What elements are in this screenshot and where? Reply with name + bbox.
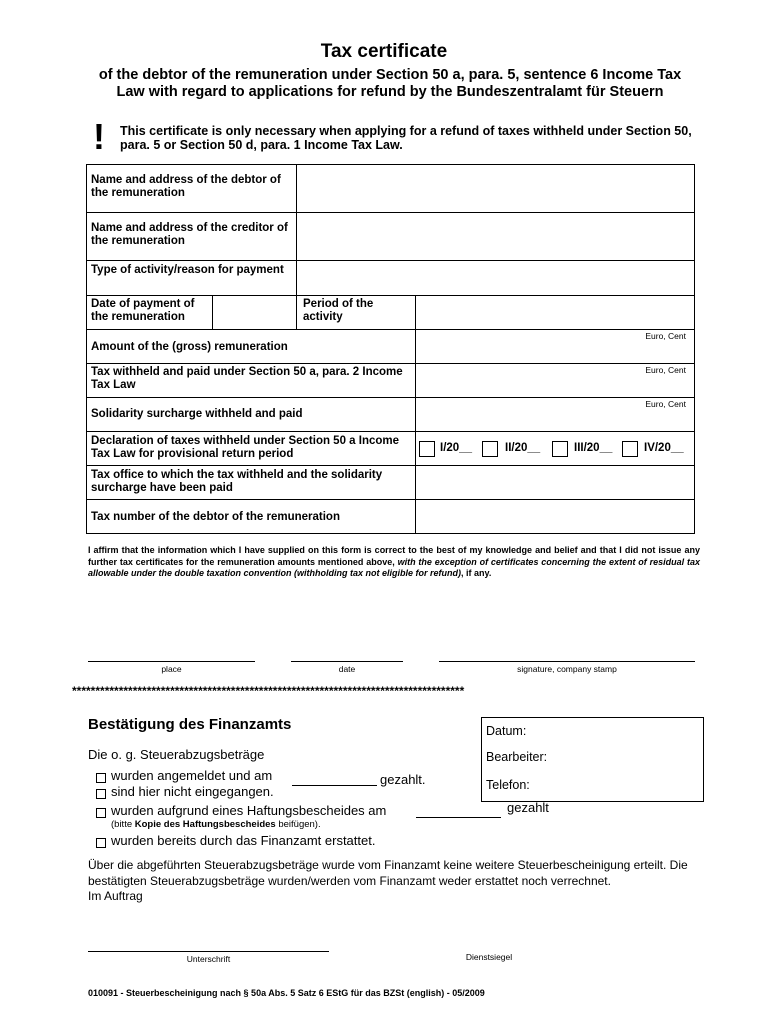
debtor-input[interactable] [296,164,695,213]
notice-text: This certificate is only necessary when applying for a refund of taxes withheld under Section 50, para. 5 or Section 50 d, para. 1 Income Tax Law. [120,124,692,152]
quarter-1-checkbox[interactable] [419,441,435,457]
office-heading: Bestätigung des Finanzamts [88,716,292,733]
label-cell-solidarity [86,397,416,432]
office-info-box [481,717,704,802]
option-3-tail: gezahlt [507,800,549,815]
office-paragraph: Über die abgeführten Steuerabzugsbeträge wurde vom Finanzamt keine weitere Steuerbescheinigung erteilt. Die bestätigten Steuerabzugsbeträge wurden/werden vom Finanzamt weder erstattet noch verrechnet. [88,858,688,888]
option-4-checkbox[interactable] [96,838,106,848]
separator: ************************************************************************************ [72,684,465,698]
debtor-label: Name and address of the debtor of the remuneration [91,174,281,199]
solidarity-label: Solidarity surcharge withheld and paid [91,408,303,420]
euro-cent-unit: Euro, Cent [645,331,686,341]
label-cell-tax-office [86,465,416,500]
signature-label: signature, company stamp [517,664,617,674]
tax-office-input[interactable] [415,465,695,500]
label-cell-declaration [86,431,416,466]
quarter-4-label: IV/20__ [644,442,684,454]
telefon-label: Telefon: [486,778,530,792]
label-cell-period [296,295,416,330]
affirmation-text [88,545,700,580]
option-1-date-line[interactable] [292,785,377,786]
exclamation-icon: ! [93,116,105,157]
page-title: Tax certificate [320,41,448,62]
place-line[interactable] [88,661,255,662]
footer-text: 010091 - Steuerbescheinigung nach § 50a Abs. 5 Satz 6 EStG für das BZSt (english) - 05/2009 [88,988,485,998]
affirmation-italic: with the exception of certificates concerning the extent of residual tax allowable under the double taxation convention (withholding tax not eligible for refund) [88,556,700,578]
option-3-note-bold: Kopie des Haftungsbescheides [134,819,276,830]
activity-input[interactable] [296,260,695,296]
activity-label: Type of activity/reason for payment [91,264,284,276]
creditor-input[interactable] [296,212,695,261]
label-cell-gross [86,329,416,364]
option-3-note-pre: (bitte [111,819,135,830]
date-label: date [338,664,356,674]
option-3-checkbox[interactable] [96,808,106,818]
gross-label: Amount of the (gross) remuneration [91,341,288,353]
label-cell-tax-number [86,499,416,534]
tax-number-input[interactable] [415,499,695,534]
option-4-label: wurden bereits durch das Finanzamt erstattet. [111,833,376,848]
euro-cent-unit: Euro, Cent [645,365,686,375]
option-3-label: wurden aufgrund eines Haftungsbescheides am [111,803,387,818]
tax-withheld-input[interactable] [415,363,695,398]
date-line[interactable] [291,661,403,662]
option-3-date-line[interactable] [416,817,501,818]
tax-office-label: Tax office to which the tax withheld and the solidarity surcharge have been paid [91,469,383,494]
quarter-2-checkbox[interactable] [482,441,498,457]
place-label: place [161,664,182,674]
office-intro: Die o. g. Steuerabzugsbeträge [88,747,265,762]
bearbeiter-label: Bearbeiter: [486,750,548,764]
unterschrift-label: Unterschrift [186,954,231,964]
euro-cent-unit: Euro, Cent [645,399,686,409]
affirmation-tail: , if any. [461,568,492,578]
dienstsiegel-label: Dienstsiegel [465,952,513,962]
label-cell-tax-withheld [86,363,416,398]
option-3-note [111,819,321,830]
label-cell-date-payment [86,295,213,330]
option-3-note-post: beifügen). [275,819,321,830]
option-1-tail: gezahlt. [380,772,426,787]
option-1-checkbox[interactable] [96,773,106,783]
signature-line[interactable] [439,661,695,662]
declaration-label: Declaration of taxes withheld under Section 50 a Income Tax Law for provisional return period [91,435,400,460]
tax-withheld-label: Tax withheld and paid under Section 50 a, para. 2 Income Tax Law [91,366,403,391]
quarter-4-checkbox[interactable] [622,441,638,457]
date-payment-input[interactable] [212,295,297,330]
page-subtitle: of the debtor of the remuneration under Section 50 a, para. 5, sentence 6 Income Tax Law with regard to applications for refund by the Bundeszentralamt für Steuern [98,67,682,100]
label-cell-creditor [86,212,297,261]
gross-input[interactable] [415,329,695,364]
im-auftrag: Im Auftrag [88,889,143,903]
tax-number-label: Tax number of the debtor of the remuneration [91,511,340,523]
option-2-checkbox[interactable] [96,789,106,799]
option-2-label: sind hier nicht eingegangen. [111,784,274,799]
datum-label: Datum: [486,724,527,738]
period-label: Period of the activity [303,298,374,323]
period-input[interactable] [415,295,695,330]
date-payment-label: Date of payment of the remuneration [91,298,195,323]
quarter-3-label: III/20__ [574,442,613,454]
label-cell-debtor [86,164,297,213]
solidarity-input[interactable] [415,397,695,432]
unterschrift-line[interactable] [88,951,329,952]
affirmation-main: I affirm that the information which I have supplied on this form is correct to the best of my knowledge and belief and that I did not issue any further tax certificates for the remuneration amounts mentioned above, [88,545,700,567]
option-1-label: wurden angemeldet und am [111,768,273,783]
declaration-options [415,431,695,466]
quarter-3-checkbox[interactable] [552,441,568,457]
label-cell-activity [86,260,297,296]
quarter-1-label: I/20__ [440,442,472,454]
quarter-2-label: II/20__ [505,442,541,454]
creditor-label: Name and address of the creditor of the remuneration [91,222,288,247]
